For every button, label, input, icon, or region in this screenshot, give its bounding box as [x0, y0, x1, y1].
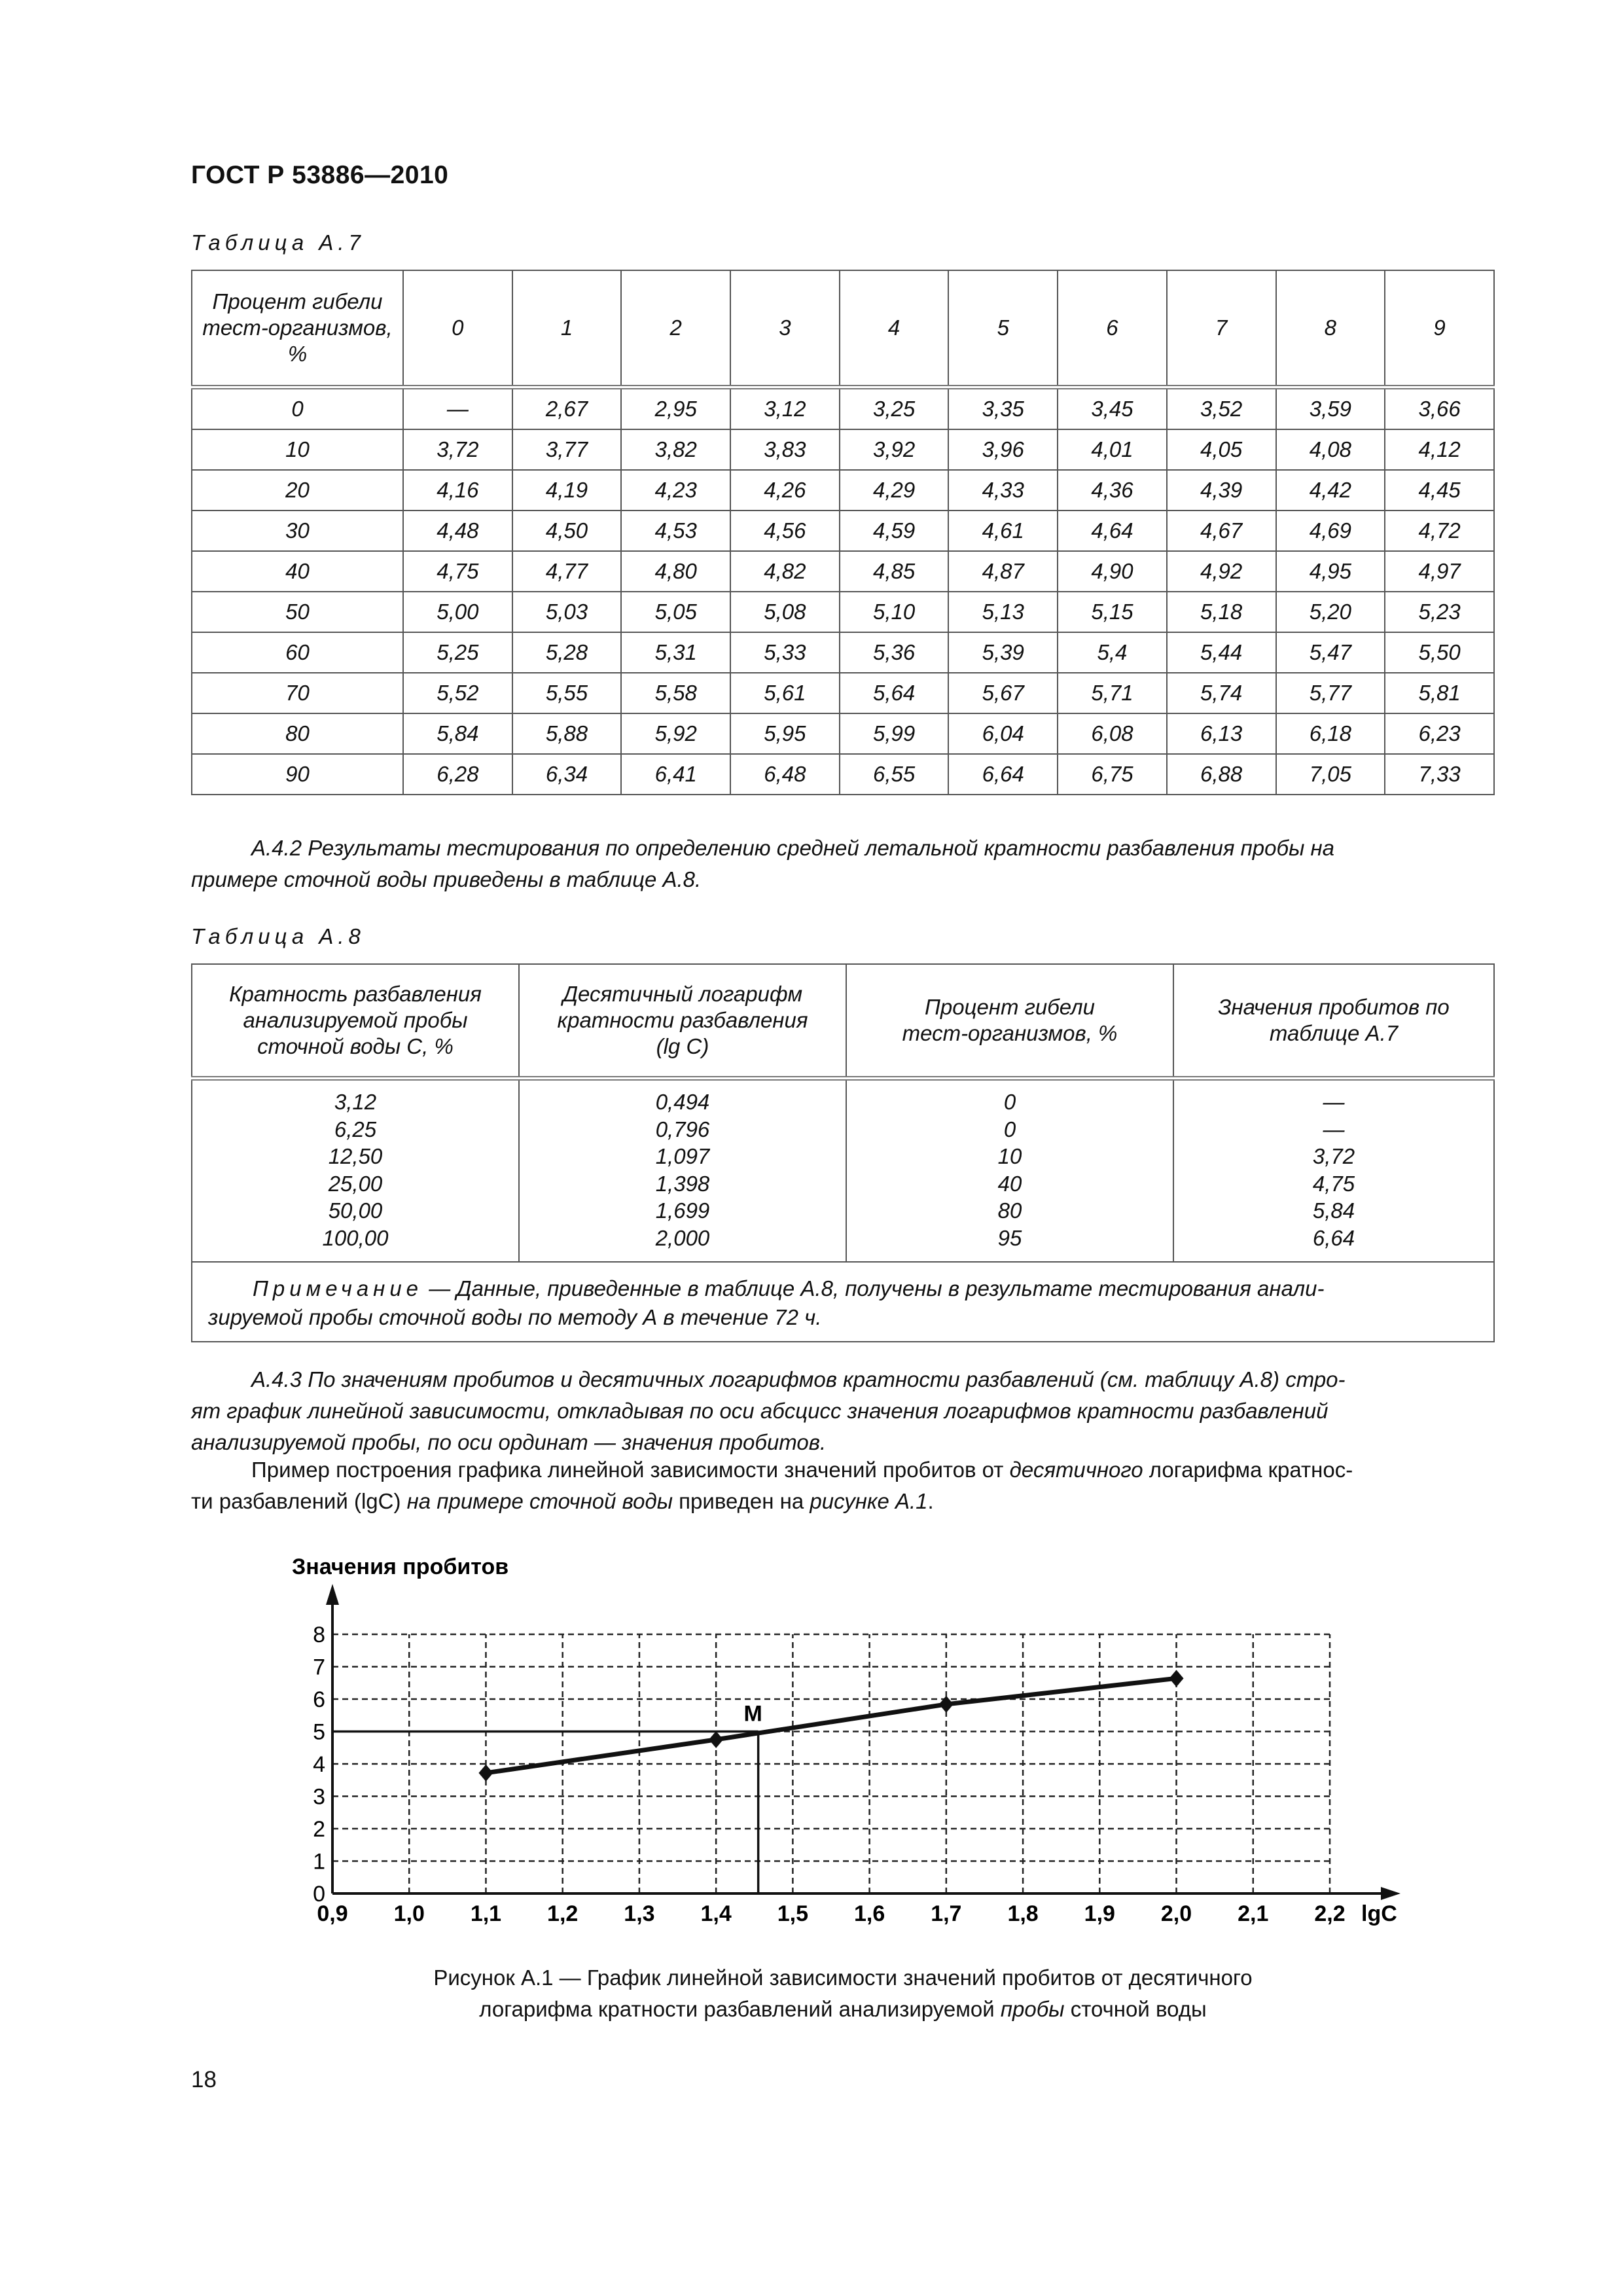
y-axis-label: Значения пробитов: [292, 1554, 509, 1579]
y-tick-label: 7: [313, 1655, 325, 1680]
paragraph-line: примере сточной воды приведены в таблице А.8.: [191, 867, 702, 891]
y-tick-label: 2: [313, 1817, 325, 1842]
y-axis-arrow: [326, 1584, 339, 1605]
row-label: 20: [192, 470, 403, 511]
table-cell: 4,53: [621, 511, 730, 551]
table-cell: 5,64: [840, 673, 949, 713]
table-cell: 7,33: [1385, 754, 1494, 795]
cell-value: 12,50: [328, 1144, 383, 1168]
y-tick-label: 4: [313, 1752, 325, 1777]
row-label: 0: [192, 387, 403, 430]
x-tick-label: 1,0: [393, 1901, 425, 1926]
cell-value: 80: [997, 1198, 1022, 1223]
row-label: 70: [192, 673, 403, 713]
header-line: (lg C): [656, 1034, 709, 1058]
table-cell: 4,12: [1385, 429, 1494, 470]
row-label: 30: [192, 511, 403, 551]
table-cell: 5,10: [840, 592, 949, 632]
table-cell: 3,45: [1058, 387, 1167, 430]
table-cell: 5,71: [1058, 673, 1167, 713]
column-header: 8: [1276, 270, 1385, 387]
page-number: 18: [191, 2067, 217, 2092]
table-cell: 5,08: [730, 592, 840, 632]
cell-value: 1,398: [655, 1171, 710, 1196]
cell-value: 6,64: [1312, 1225, 1355, 1250]
table-cell: 3,83: [730, 429, 840, 470]
table-cell: 4,80: [621, 551, 730, 592]
table-cell: 3,77: [512, 429, 622, 470]
table-cell: 4,39: [1167, 470, 1276, 511]
corner-header-line: тест-организмов,: [202, 315, 393, 340]
table-cell: 5,77: [1276, 673, 1385, 713]
text-span: логарифма кратности разбавлений анализируемой: [479, 1997, 1001, 2021]
note-text: зируемой пробы сточной воды по методу А в течение 72 ч.: [208, 1304, 822, 1329]
x-tick-label: 0,9: [317, 1901, 348, 1926]
table-cell: 6,04: [948, 713, 1058, 754]
x-tick-label: 2,2: [1314, 1901, 1346, 1926]
series-line: [486, 1678, 1176, 1773]
data-point-marker: [478, 1765, 493, 1782]
header-line: кратности разбавления: [557, 1008, 808, 1032]
table-cell: 5,13: [948, 592, 1058, 632]
column-header: 3: [730, 270, 840, 387]
x-tick-label: 1,6: [853, 1901, 885, 1926]
table-cell: 6,64: [948, 754, 1058, 795]
table-cell: 5,74: [1167, 673, 1276, 713]
table-cell: 3,12: [730, 387, 840, 430]
table-cell: 5,92: [621, 713, 730, 754]
data-point-marker: [1169, 1670, 1184, 1687]
cell-value: 10: [997, 1144, 1022, 1168]
table-cell: 4,72: [1385, 511, 1494, 551]
figure-caption: [191, 1962, 1495, 2025]
annotation-label-m: M: [743, 1701, 762, 1727]
document-header: ГОСТ Р 53886—2010: [191, 161, 449, 189]
table-cell: 4,92: [1167, 551, 1276, 592]
table-cell: 4,29: [840, 470, 949, 511]
table-cell: 4,45: [1385, 470, 1494, 511]
table-cell: 4,50: [512, 511, 622, 551]
table-cell: 6,23: [1385, 713, 1494, 754]
text-span: приведен на: [673, 1489, 810, 1513]
column-header: 5: [948, 270, 1058, 387]
cell-value: 25,00: [328, 1171, 383, 1196]
table-cell: 3,25: [840, 387, 949, 430]
x-tick-label: 1,5: [777, 1901, 809, 1926]
cell-value: 1,097: [655, 1144, 710, 1168]
table-cell: 6,18: [1276, 713, 1385, 754]
column-header: 1: [512, 270, 622, 387]
text-span: .: [927, 1489, 934, 1513]
column-header: 2: [621, 270, 730, 387]
table-cell: 4,64: [1058, 511, 1167, 551]
caption-line: [191, 1994, 1495, 2025]
table-cell: 5,84: [403, 713, 512, 754]
table-cell: 4,61: [948, 511, 1058, 551]
table-cell: 4,90: [1058, 551, 1167, 592]
paragraph-line: ят график линейной зависимости, откладывая по оси абсцисс значения логарифмов кратности разбавлений: [191, 1399, 1329, 1423]
table-cell: 2,95: [621, 387, 730, 430]
table-cell: 5,95: [730, 713, 840, 754]
text-span: рисунке А.1: [810, 1489, 928, 1513]
cell-value: 3,72: [1312, 1144, 1355, 1168]
table-cell: 6,75: [1058, 754, 1167, 795]
x-tick-label: 2,0: [1160, 1901, 1192, 1926]
table-cell: 5,05: [621, 592, 730, 632]
cell-value: 1,699: [655, 1198, 710, 1223]
data-point-marker: [709, 1731, 723, 1748]
table-cell: 4,95: [1276, 551, 1385, 592]
table-cell: 4,85: [840, 551, 949, 592]
table-cell: 5,23: [1385, 592, 1494, 632]
table-cell: 5,20: [1276, 592, 1385, 632]
header-line: Значения пробитов по: [1218, 995, 1450, 1019]
table-cell: 5,55: [512, 673, 622, 713]
header-line: тест-организмов, %: [902, 1021, 1118, 1045]
table-cell: 3,82: [621, 429, 730, 470]
text-span: десятичного: [1009, 1458, 1143, 1482]
table-cell: 5,4: [1058, 632, 1167, 673]
table-cell: 3,92: [840, 429, 949, 470]
table-cell: 4,23: [621, 470, 730, 511]
caption-line: Рисунок А.1 — График линейной зависимости значений пробитов от десятичного: [433, 1965, 1253, 1990]
table-cell: 5,33: [730, 632, 840, 673]
cell-value: 2,000: [655, 1225, 710, 1250]
cell-value: 0,796: [655, 1117, 710, 1141]
cell-value: 40: [997, 1171, 1022, 1196]
header-line: сточной воды С, %: [257, 1034, 454, 1058]
table-cell: 3,96: [948, 429, 1058, 470]
row-label: 50: [192, 592, 403, 632]
table-cell: 4,82: [730, 551, 840, 592]
x-tick-label: 1,9: [1084, 1901, 1115, 1926]
table-cell: 5,31: [621, 632, 730, 673]
table-a7-caption: Таблица А.7: [191, 230, 365, 255]
table-cell: 5,67: [948, 673, 1058, 713]
header-line: Кратность разбавления: [229, 982, 482, 1006]
table-cell: 2,67: [512, 387, 622, 430]
table-cell: 4,42: [1276, 470, 1385, 511]
x-tick-label: 1,8: [1007, 1901, 1039, 1926]
table-cell: 4,67: [1167, 511, 1276, 551]
table-cell: 3,35: [948, 387, 1058, 430]
x-tick-label: 1,7: [931, 1901, 962, 1926]
text-span: логарифма кратнос-: [1143, 1458, 1353, 1482]
row-label: 10: [192, 429, 403, 470]
paragraph-line: А.4.2 Результаты тестирования по определению средней летальной кратности разбавления пробы на: [251, 836, 1335, 860]
cell-value: —: [1323, 1090, 1345, 1114]
table-cell: 4,87: [948, 551, 1058, 592]
table-cell: 4,69: [1276, 511, 1385, 551]
table-cell: 4,19: [512, 470, 622, 511]
table-cell: 5,15: [1058, 592, 1167, 632]
text-span: на примере сточной воды: [406, 1489, 673, 1513]
table-cell: 5,88: [512, 713, 622, 754]
table-cell: 3,72: [403, 429, 512, 470]
y-tick-label: 5: [313, 1719, 325, 1745]
table-cell: 4,75: [403, 551, 512, 592]
x-tick-label: 1,3: [624, 1901, 655, 1926]
header-line: Десятичный логарифм: [562, 982, 803, 1006]
cell-value: 95: [997, 1225, 1022, 1250]
text-span: сточной воды: [1064, 1997, 1207, 2021]
table-cell: 5,47: [1276, 632, 1385, 673]
table-cell: 3,52: [1167, 387, 1276, 430]
note-text: — Данные, приведенные в таблице А.8, получены в результате тестирования анали-: [423, 1276, 1325, 1300]
table-cell: 4,59: [840, 511, 949, 551]
table-cell: 4,56: [730, 511, 840, 551]
x-tick-label: 2,1: [1238, 1901, 1269, 1926]
y-tick-label: 1: [313, 1849, 325, 1874]
table-cell: 5,25: [403, 632, 512, 673]
table-cell: 5,58: [621, 673, 730, 713]
table-cell: 5,36: [840, 632, 949, 673]
table-cell: 5,39: [948, 632, 1058, 673]
table-cell: 6,13: [1167, 713, 1276, 754]
table-cell: 6,48: [730, 754, 840, 795]
table-cell: 3,66: [1385, 387, 1494, 430]
table-cell: 5,61: [730, 673, 840, 713]
table-cell: 5,00: [403, 592, 512, 632]
y-tick-label: 6: [313, 1687, 325, 1712]
table-cell: 5,81: [1385, 673, 1494, 713]
cell-value: 0: [1003, 1090, 1016, 1114]
table-cell: 4,97: [1385, 551, 1494, 592]
corner-header-line: %: [287, 342, 308, 366]
table-cell: 5,99: [840, 713, 949, 754]
x-tick-label: 1,2: [547, 1901, 579, 1926]
table-cell: 4,01: [1058, 429, 1167, 470]
paragraph-line: А.4.3 По значениям пробитов и десятичных логарифмов кратности разбавлений (см. таблицу А.8) стро-: [251, 1367, 1346, 1391]
table-cell: 7,05: [1276, 754, 1385, 795]
table-cell: 4,36: [1058, 470, 1167, 511]
table-cell: 4,16: [403, 470, 512, 511]
table-cell: 6,55: [840, 754, 949, 795]
column-header: 4: [840, 270, 949, 387]
row-label: 80: [192, 713, 403, 754]
text-span: ти разбавлений (lgC): [191, 1489, 407, 1513]
table-cell: 6,41: [621, 754, 730, 795]
table-cell: 5,28: [512, 632, 622, 673]
table-cell: 5,44: [1167, 632, 1276, 673]
cell-value: 6,25: [334, 1117, 377, 1141]
table-cell: 5,18: [1167, 592, 1276, 632]
cell-value: 0,494: [655, 1090, 710, 1114]
cell-value: 5,84: [1312, 1198, 1355, 1223]
x-axis-label: lgC: [1361, 1901, 1397, 1926]
x-tick-label: 1,4: [700, 1901, 732, 1926]
cell-value: 50,00: [328, 1198, 383, 1223]
table-cell: 4,05: [1167, 429, 1276, 470]
table-cell: 4,26: [730, 470, 840, 511]
cell-value: 100,00: [322, 1225, 389, 1250]
table-cell: 5,52: [403, 673, 512, 713]
table-cell: 6,88: [1167, 754, 1276, 795]
text-span: Пример построения графика линейной зависимости значений пробитов от: [251, 1458, 1010, 1482]
table-cell: 4,33: [948, 470, 1058, 511]
y-tick-label: 8: [313, 1623, 325, 1647]
column-header: 9: [1385, 270, 1494, 387]
table-cell: 5,50: [1385, 632, 1494, 673]
y-tick-label: 0: [313, 1882, 325, 1907]
table-cell: 4,77: [512, 551, 622, 592]
text-span: пробы: [1000, 1997, 1065, 2021]
table-cell: 4,48: [403, 511, 512, 551]
cell-value: 4,75: [1312, 1171, 1355, 1196]
header-line: таблице А.7: [1269, 1021, 1399, 1045]
note-label: Примечание: [253, 1276, 423, 1300]
column-header: 0: [403, 270, 512, 387]
row-label: 90: [192, 754, 403, 795]
cell-value: 0: [1003, 1117, 1016, 1141]
header-line: Процент гибели: [924, 995, 1096, 1019]
row-label: 60: [192, 632, 403, 673]
table-a8-caption: Таблица А.8: [191, 924, 365, 948]
table-cell: 4,08: [1276, 429, 1385, 470]
y-tick-label: 3: [313, 1784, 325, 1810]
x-tick-label: 1,1: [470, 1901, 502, 1926]
table-cell: —: [403, 387, 512, 430]
cell-value: 3,12: [334, 1090, 377, 1114]
x-axis-arrow: [1381, 1887, 1400, 1900]
table-cell: 6,34: [512, 754, 622, 795]
table-cell: 3,59: [1276, 387, 1385, 430]
table-cell: 5,03: [512, 592, 622, 632]
paragraph-line: анализируемой пробы, по оси ординат — значения пробитов.: [191, 1430, 827, 1454]
table-cell: 6,28: [403, 754, 512, 795]
corner-header-line: Процент гибели: [212, 289, 383, 314]
column-header: 6: [1058, 270, 1167, 387]
header-line: анализируемой пробы: [243, 1008, 468, 1032]
table-cell: 6,08: [1058, 713, 1167, 754]
column-header: 7: [1167, 270, 1276, 387]
cell-value: —: [1323, 1117, 1345, 1141]
row-label: 40: [192, 551, 403, 592]
